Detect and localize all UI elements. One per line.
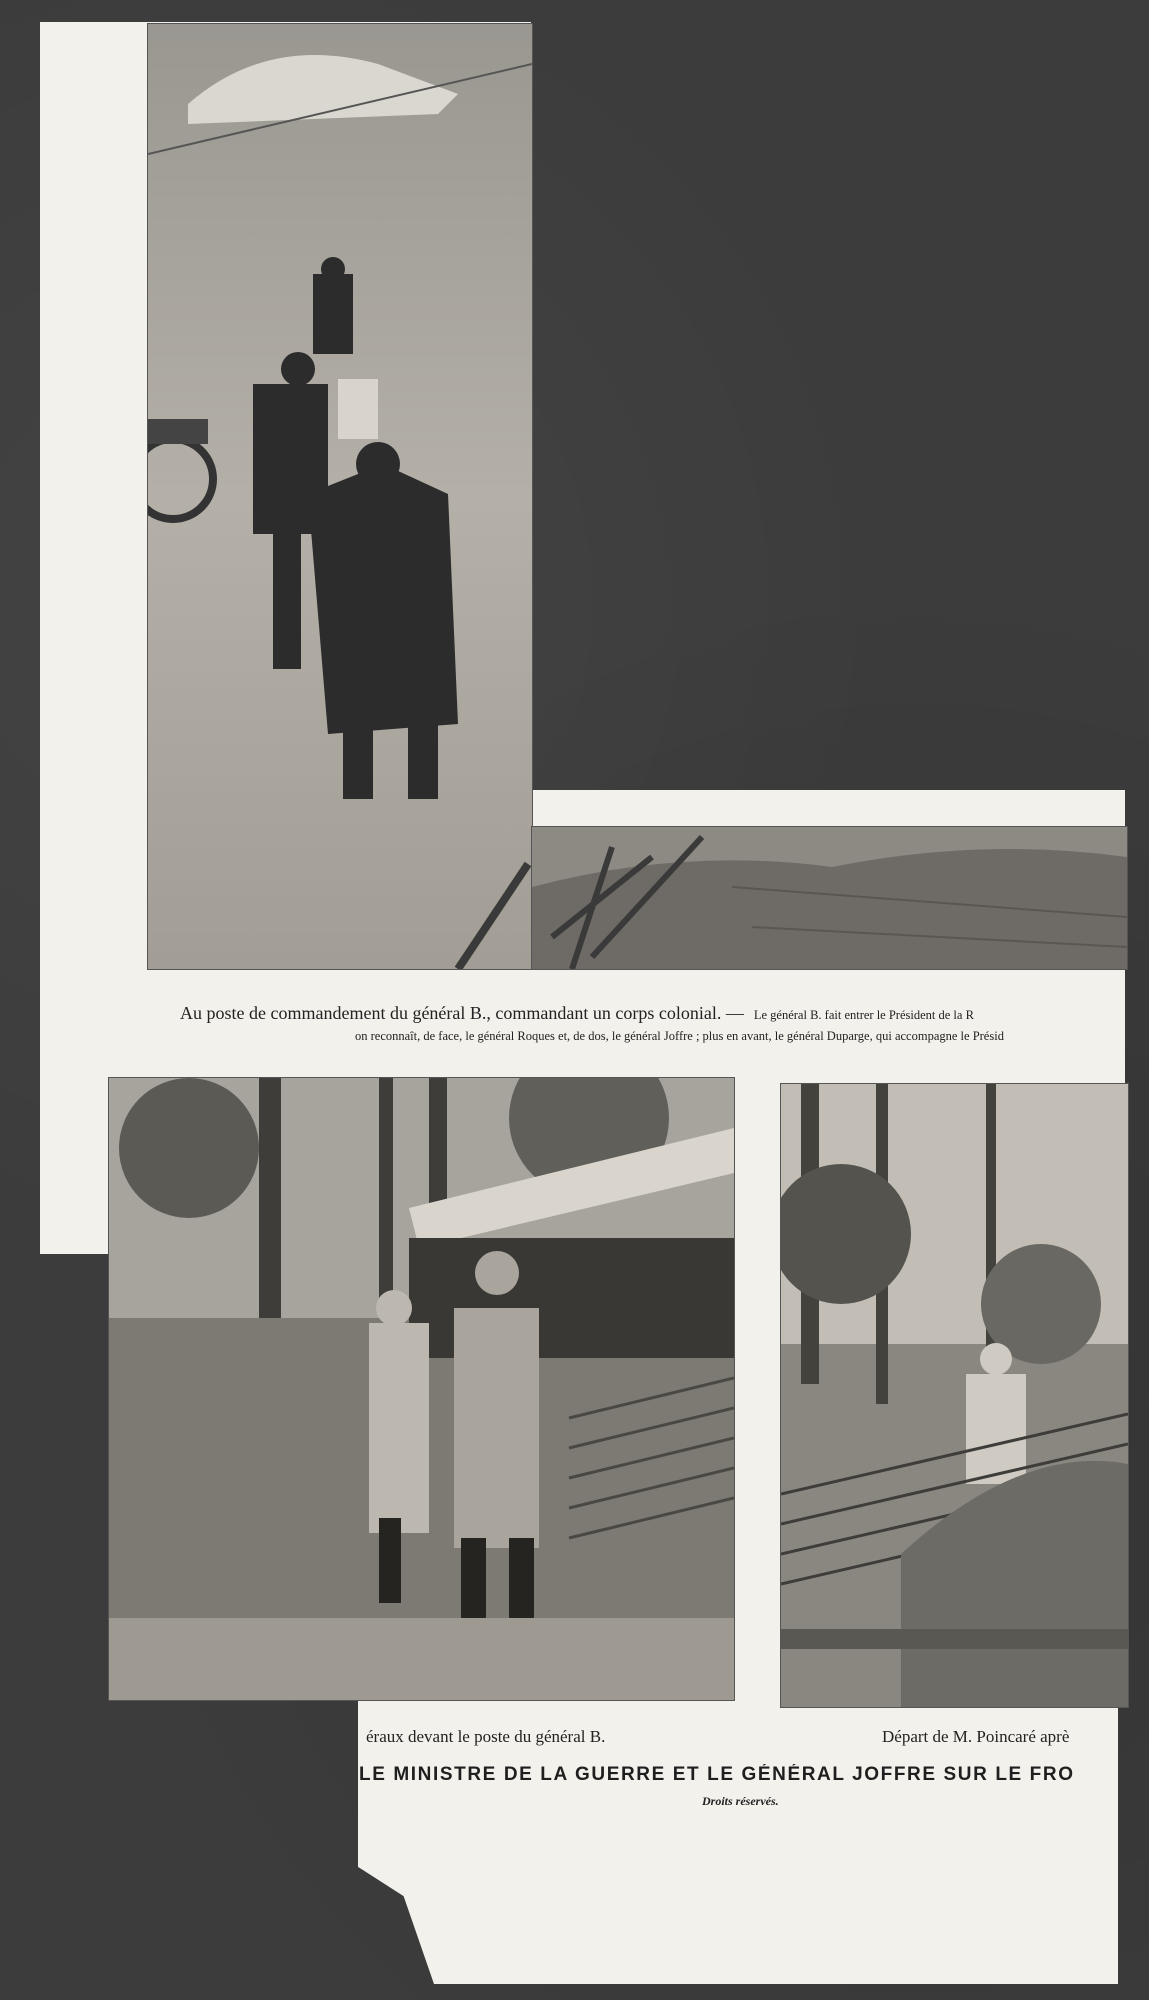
photo-generals-command-post: [147, 23, 533, 970]
photo-trench-branches: [531, 826, 1128, 970]
headline: LE MINISTRE DE LA GUERRE ET LE GÉNÉRAL JOFFRE SUR LE FRO: [359, 1764, 1075, 1785]
caption-top: [180, 1003, 1125, 1024]
caption-bottom-right: Départ de M. Poincaré aprè: [882, 1727, 1070, 1746]
rights-notice: Droits réservés.: [702, 1794, 779, 1808]
caption-top-detail-line1: Le général B. fait entrer le Président de la R: [753, 1008, 974, 1022]
photo-poincare-departure: [780, 1083, 1129, 1708]
photo-officers-dugout: [108, 1077, 735, 1701]
caption-bottom-left: éraux devant le poste du général B.: [366, 1727, 606, 1746]
caption-top-main: Au poste de commandement du général B., commandant un corps colonial. —: [180, 1003, 744, 1023]
caption-top-detail-line2: on reconnaît, de face, le général Roques et, de dos, le général Joffre ; plus en avant, le général Duparge, qui accompagne le Présid: [355, 1029, 1004, 1043]
